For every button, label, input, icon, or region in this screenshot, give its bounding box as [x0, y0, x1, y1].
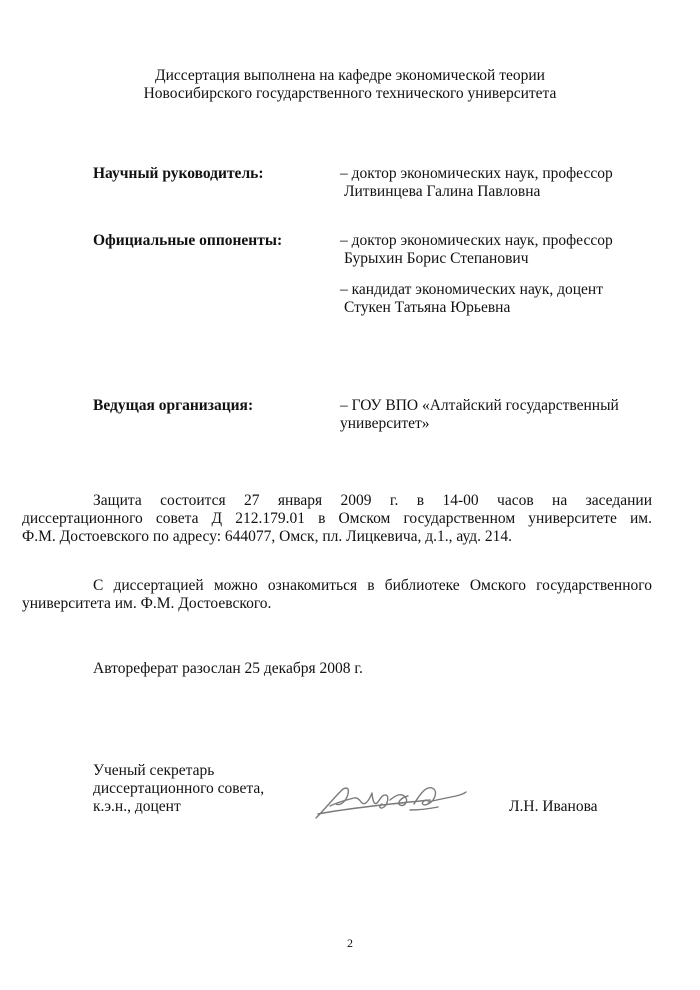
- defense-line-1: Защита состоится 27 января 2009 г. в 14-00 часов на заседании: [93, 492, 652, 509]
- library-paragraph: [22, 577, 652, 613]
- defense-line-3: Ф.М. Достоевского по адресу: 644077, Омск, пл. Лицкевича, д.1., ауд. 214.: [22, 528, 513, 545]
- opponent-2-title: – кандидат экономических наук, доцент: [340, 281, 603, 298]
- library-line-2: университета им. Ф.М. Достоевского.: [22, 595, 272, 612]
- supervisor-title: – доктор экономических наук, профессор: [340, 165, 613, 182]
- secretary-line-2: диссертационного совета,: [93, 780, 265, 797]
- defense-line-2: диссертационного совета Д 212.179.01 в Омском государственном университете им.: [22, 510, 652, 527]
- supervisor-name: Литвинцева Галина Павловна: [344, 183, 541, 200]
- header-line-2: Новосибирского государственного технического университета: [143, 85, 557, 102]
- leading-org-line-2: университет»: [340, 415, 430, 432]
- opponent-1-details: [340, 232, 613, 268]
- secretary-line-1: Ученый секретарь: [93, 762, 215, 779]
- defense-paragraph: [22, 492, 652, 546]
- opponent-1-title: – доктор экономических наук, профессор: [340, 232, 613, 249]
- page-header: [0, 67, 700, 103]
- secretary-line-3: к.э.н., доцент: [93, 798, 181, 815]
- leading-org-label: Ведущая организация:: [93, 397, 254, 414]
- supervisor-label: Научный руководитель:: [93, 165, 264, 182]
- opponent-1-name: Бурыхин Борис Степанович: [344, 250, 529, 267]
- leading-org-details: [340, 397, 619, 433]
- library-line-1: С диссертацией можно ознакомиться в библиотеке Омского государственного: [93, 577, 652, 594]
- opponent-2-details: [340, 281, 603, 317]
- opponent-2-name: Стукен Татьяна Юрьевна: [344, 299, 511, 316]
- secretary-name: Л.Н. Иванова: [509, 798, 598, 815]
- leading-org-line-1: – ГОУ ВПО «Алтайский государственный: [340, 397, 619, 414]
- handwritten-signature: [310, 774, 470, 824]
- secretary-block: [93, 762, 264, 816]
- opponents-label: Официальные оппоненты:: [93, 232, 283, 249]
- page-number: 2: [347, 936, 353, 950]
- distributed-text: Автореферат разослан 25 декабря 2008 г.: [93, 660, 363, 677]
- distributed-paragraph: [22, 660, 652, 678]
- supervisor-details: [340, 165, 613, 201]
- header-line-1: Диссертация выполнена на кафедре экономической теории: [155, 67, 545, 84]
